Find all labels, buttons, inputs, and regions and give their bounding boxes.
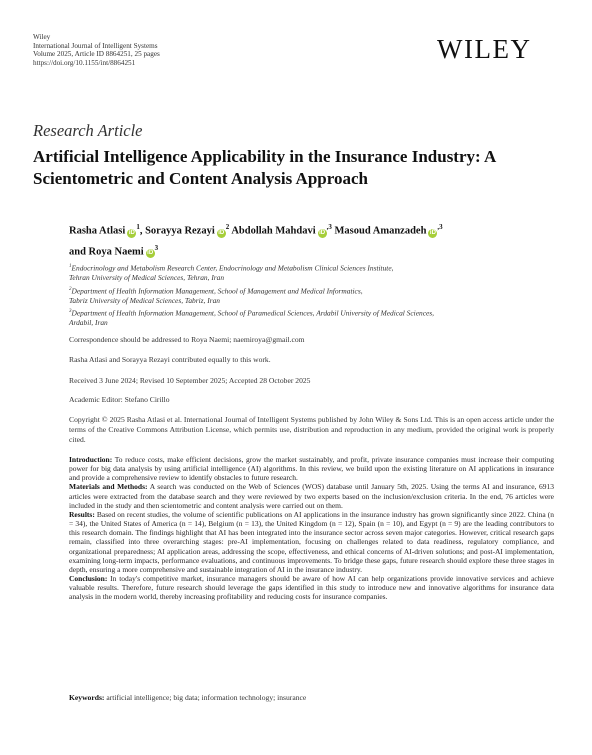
- journal-name: International Journal of Intelligent Systems: [33, 41, 158, 50]
- publisher-name: Wiley: [33, 33, 51, 41]
- affiliation: $^3$Department of Health Information Management, School of Paramedical Sciences, Ardabil University of Medical Sciences, Ardabil, Iran: [69, 308, 434, 328]
- abstract: [69, 455, 554, 602]
- correspondence-line: Correspondence should be addressed to Roya Naemi; naemiroya@gmail.com: [69, 335, 305, 344]
- wiley-logo: WILEY: [437, 34, 532, 64]
- journal-metadata: [33, 33, 160, 67]
- author-affiliation-number: 1: [136, 223, 140, 231]
- affiliation: $^2$Department of Health Information Management, School of Management and Medical Informatics, Tabriz University of Medical Sciences, Tabriz, Iran: [69, 286, 363, 305]
- orcid-icon[interactable]: iD: [147, 250, 154, 256]
- affiliations: [69, 262, 549, 330]
- abstract-introduction: Introduction: To reduce costs, make efficient decisions, grow the market sustainably, and profit, private insurance companies must increase their computing power for big data analysis by using artificial intelligence (AI) algorithms. In this review, we build upon the existing literature on AI applications in insurance and provide a comprehensive review to identify obstacles to future research.: [69, 455, 554, 483]
- author-list: Rasha Atlasi $iD^1$, Sorayya Rezayi $iD^2$ Abdollah Mahdavi $iD^{,3}$ Masoud Amanzadeh $iD^{,3}$ and Roya Naemi $iD^3$: [69, 223, 443, 257]
- academic-editor: Academic Editor: Stefano Cirillo: [69, 395, 170, 404]
- volume-line: Volume 2025, Article ID 8864251, 25 pages: [33, 50, 160, 59]
- author-name: Rasha Atlasi: [69, 225, 126, 237]
- keywords: Keywords: artificial intelligence; big data; information technology; insurance: [69, 693, 307, 702]
- article-title: Artificial Intelligence Applicability in the Insurance Industry: A Scientometric and Content Analysis Approach: [33, 147, 496, 188]
- author-name: Sorayya Rezayi: [145, 225, 215, 237]
- author-name: Masoud Amanzadeh: [334, 225, 427, 237]
- abstract-methods: Materials and Methods: A search was conducted on the Web of Sciences (WOS) database until January 5th, 2025. Using the terms AI and insurance, 6913 articles were extracted from the database search and they were reviewed by two experts based on the inclusion/exclusion criteria. In the end, 76 articles were included in the study and then scientometric and content analysis were carried out on them.: [69, 482, 555, 510]
- abstract-results: Results: Based on recent studies, the volume of scientific publications on AI applications in the insurance industry has grown significantly since 2022. China (n = 34), the United States of America (n = 14), Belgium (n = 13), the United Kingdom (n = 12), Spain (n = 10), and Egypt (n = 9) are the leading contributors to this research domain. The findings highlight that AI has been integrated into the insurance sector across seven major categories. However, critical research gaps remain, classified into three overarching stages: pre-AI implementation, focusing on challenges related to data readiness, regulatory compliance, and organizational preparedness; AI application areas, addressing the scope, effectiveness, and ethical concerns of AI-driven solutions; and post-AI implementation, examining long-term impacts, performance evaluations, and continuous improvements. To bridge these gaps, future research should explore these three stages in depth, ensuring a more comprehensive and sustainable integration of AI in the insurance industry.: [69, 509, 554, 574]
- abstract-conclusion: Conclusion: In today's competitive market, insurance managers should be aware of how AI can help organizations provide innovative services and achieve valuable results. Therefore, future research should leverage the gaps identified in this study to introduce new and innovative algorithms for insurance data analysis in the modern world, thereby increasing profitability and reducing costs for insurance companies.: [69, 574, 554, 602]
- orcid-icon[interactable]: iD: [218, 229, 225, 236]
- contribution-note: Rasha Atlasi and Sorayya Rezayi contributed equally to this work.: [69, 355, 271, 364]
- copyright-notice: Copyright © 2025 Rasha Atlasi et al. International Journal of Intelligent Systems published by John Wiley & Sons Ltd. This is an open access article under the terms of the Creative Commons Attribution License, which permits use, distribution and reproduction in any medium, provided the original work is properly cited.: [69, 415, 554, 445]
- article-type: Research Article: [33, 121, 143, 140]
- author-name: and Roya Naemi: [69, 246, 144, 257]
- orcid-icon[interactable]: iD: [128, 229, 135, 236]
- orcid-icon[interactable]: iD: [319, 229, 326, 236]
- orcid-icon[interactable]: iD: [429, 229, 436, 236]
- author-affiliation-number: 2: [225, 223, 230, 231]
- author-affiliation-number: 3: [154, 243, 159, 252]
- affiliation: $^1$Endocrinology and Metabolism Research Center, Endocrinology and Metabolism Clinical Sciences Institute, Tehran University of Medical Sciences, Tehran, Iran: [69, 263, 394, 283]
- author-name: Abdollah Mahdavi: [231, 225, 316, 237]
- author-affiliation-number: ,3: [326, 223, 332, 231]
- author-affiliation-number: ,3: [437, 223, 443, 231]
- doi-link[interactable]: https://doi.org/10.1155/int/8864251: [33, 58, 136, 67]
- dates-line: Received 3 June 2024; Revised 10 September 2025; Accepted 28 October 2025: [69, 376, 311, 385]
